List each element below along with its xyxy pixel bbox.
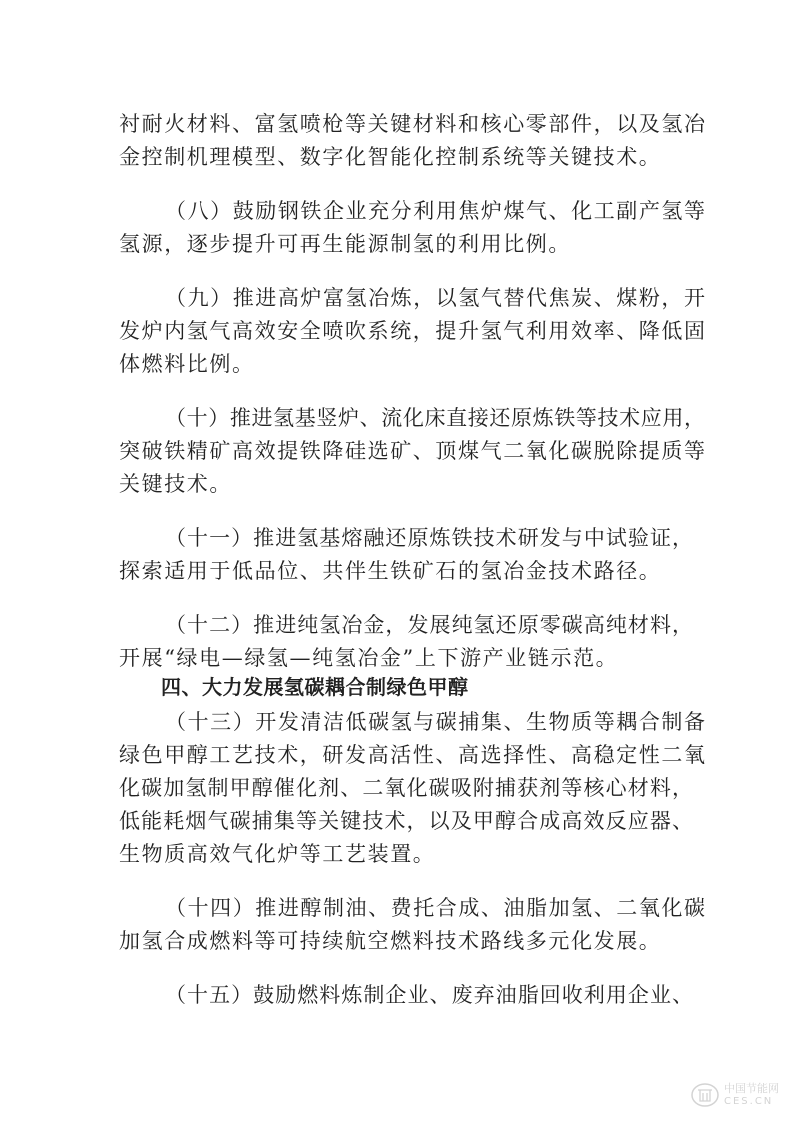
text-line: （十五）鼓励燃料炼制企业、废弃油脂回收利用企业、	[165, 983, 693, 1007]
paragraph-11	[119, 522, 705, 588]
paragraph-13	[119, 706, 705, 871]
paragraph-10	[119, 402, 705, 501]
text-line: 衬耐火材料、富氢喷枪等关键材料和核心零部件，以及氢冶	[119, 112, 705, 136]
text-line: 开展“绿电—绿氢—纯氢冶金”上下游产业链示范。	[119, 646, 619, 670]
watermark	[690, 1082, 779, 1108]
text-line: 低能耗烟气碳捕集等关键技术，以及甲醇合成高效反应器、	[119, 809, 693, 833]
text-line: 体燃料比例。	[119, 352, 255, 376]
text-line: 化碳加氢制甲醇催化剂、二氧化碳吸附捕获剂等核心材料，	[119, 776, 693, 800]
text-line: 突破铁精矿高效提铁降硅选矿、顶煤气二氧化碳脱除提质等	[119, 439, 705, 463]
paragraph-12	[119, 609, 705, 675]
text-line: 探索适用于低品位、共伴生铁矿石的氢冶金技术路径。	[119, 559, 662, 583]
text-line: 关键技术。	[119, 472, 232, 496]
text-line: 绿色甲醇工艺技术，研发高活性、高选择性、高稳定性二氧	[119, 743, 705, 767]
text-line: （十一）推进氢基熔融还原炼铁技术研发与中试验证，	[165, 526, 693, 550]
paragraph-9	[119, 282, 705, 381]
paragraph-14	[119, 892, 705, 958]
document-page	[119, 108, 705, 1012]
paragraph-continued	[119, 108, 705, 174]
ces-logo-icon	[690, 1082, 720, 1108]
text-line: （十四）推进醇制油、费托合成、油脂加氢、二氧化碳	[165, 896, 705, 920]
text-line: （十二）推进纯氢冶金，发展纯氢还原零碳高纯材料，	[165, 613, 693, 637]
text-line: 金控制机理模型、数字化智能化控制系统等关键技术。	[119, 145, 662, 169]
text-line: 生物质高效气化炉等工艺装置。	[119, 842, 436, 866]
text-line: 发炉内氢气高效安全喷吹系统，提升氢气利用效率、降低固	[119, 319, 705, 343]
text-line: （八）鼓励钢铁企业充分利用焦炉煤气、化工副产氢等	[165, 199, 705, 223]
text-line: （九）推进高炉富氢冶炼，以氢气替代焦炭、煤粉，开	[165, 286, 705, 310]
paragraph-15	[119, 979, 705, 1012]
text-line: （十三）开发清洁低碳氢与碳捕集、生物质等耦合制备	[165, 710, 705, 734]
watermark-cn: 中国节能网	[724, 1082, 779, 1095]
text-line: 加氢合成燃料等可持续航空燃料技术路线多元化发展。	[119, 929, 662, 953]
paragraph-8	[119, 195, 705, 261]
watermark-en: CES.CN	[724, 1096, 774, 1107]
heading-text: 四、大力发展氢碳耦合制绿色甲醇	[161, 675, 469, 699]
text-line: （十）推进氢基竖炉、流化床直接还原炼铁等技术应用，	[165, 406, 705, 430]
text-line: 氢源，逐步提升可再生能源制氢的利用比例。	[119, 232, 571, 256]
section-heading	[119, 671, 705, 704]
